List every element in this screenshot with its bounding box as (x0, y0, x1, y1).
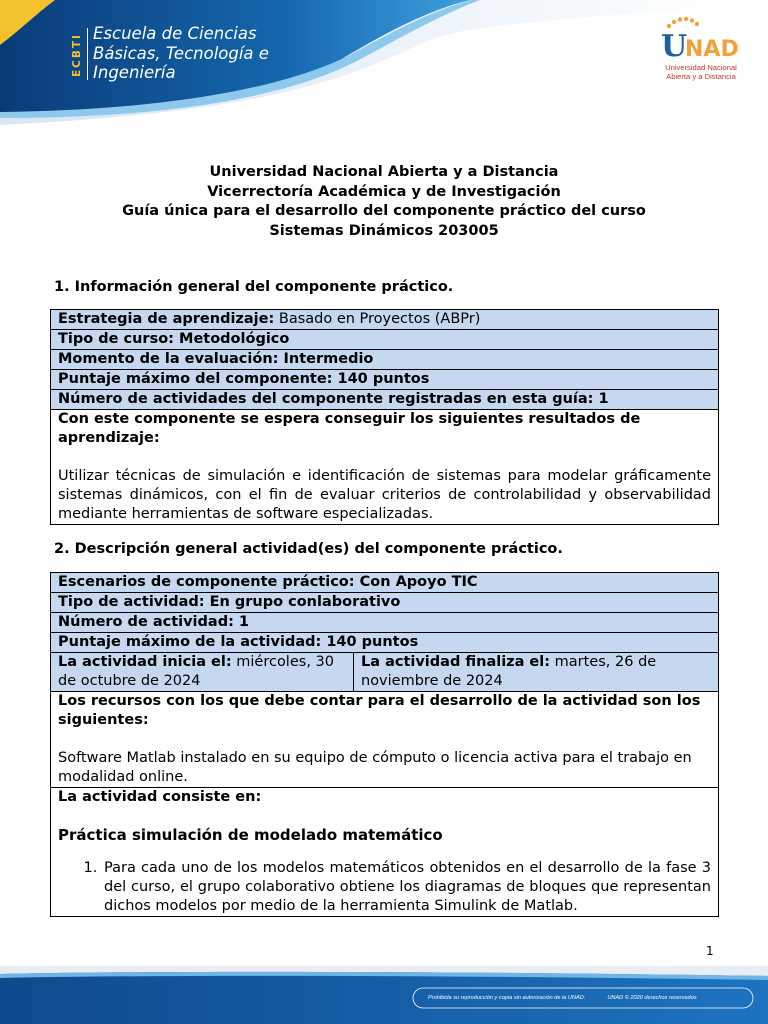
title-line3: Guía única para el desarrollo del componente práctico del curso (122, 203, 646, 219)
general-info-table (50, 309, 719, 525)
school-tag: ECBTI (71, 33, 83, 77)
strategy-value: Basado en Proyectos (ABPr) (274, 311, 481, 327)
resources-cell (51, 692, 719, 788)
table-row (51, 330, 719, 350)
max-score: Puntaje máximo del componente: 140 puntos (51, 370, 719, 390)
resources-text: Software Matlab instalado en su equipo de cómputo o licencia activa para el trabajo en modalidad online. (58, 750, 692, 785)
learning-outcomes-label: Con este componente se espera conseguir los siguientes resultados de aprendizaje: (58, 411, 641, 446)
activity-table (50, 572, 719, 917)
strategy-cell (51, 310, 719, 330)
start-date-cell (51, 653, 354, 692)
resources-label: Los recursos con los que debe contar para el desarrollo de la actividad son los siguientes: (58, 693, 701, 728)
footer-rights: UNAD © 2020 derechos reservados (607, 995, 697, 1001)
table-row (51, 573, 719, 593)
school-name (93, 24, 313, 83)
title-line2: Vicerrectoría Académica y de Investigación (207, 183, 561, 200)
evaluation-moment: Momento de la evaluación: Intermedio (51, 350, 719, 370)
activity-number: Número de actividad: 1 (51, 613, 719, 633)
strategy-label: Estrategia de aprendizaje: (58, 311, 275, 327)
steps-list (58, 859, 711, 916)
table-row (51, 633, 719, 653)
start-date-value: miércoles, 30 de octubre de 2024 (58, 654, 334, 689)
section1-heading: 1. Información general del componente práctico. (54, 279, 454, 295)
scenarios: Escenarios de componente práctico: Con Apoyo TIC (51, 573, 719, 593)
footer-prohibition: Prohibida su reproducción y copia sin autorización de la UNAD. (428, 995, 586, 1001)
practice-title: Práctica simulación de modelado matemático (58, 826, 443, 844)
school-name-line2: Básicas, Tecnología e (93, 43, 269, 63)
table-row (51, 653, 719, 692)
end-date-label: La actividad finaliza el: (361, 654, 551, 670)
svg-text:NAD: NAD (685, 37, 739, 62)
unad-caption-line2: Abierta y a Distancia (666, 72, 736, 81)
table-row (51, 370, 719, 390)
table-row (51, 310, 719, 330)
unad-logo-caption (656, 63, 746, 81)
table-row (51, 410, 719, 525)
school-name-line1: Escuela de Ciencias (93, 24, 257, 43)
title-line4: Sistemas Dinámicos 203005 (269, 222, 499, 239)
learning-outcomes-cell (51, 410, 719, 525)
activity-type: Tipo de actividad: En grupo conlaborativo (51, 593, 719, 613)
section2-heading: 2. Descripción general actividad(es) del componente práctico. (54, 541, 563, 557)
start-date-label: La actividad inicia el: (58, 654, 232, 670)
title-line1: Universidad Nacional Abierta y a Distancia (209, 164, 559, 180)
list-item: 1. Para cada uno de los modelos matemáticos obtenidos en el desarrollo de la fase 3 del curso, el grupo colaborativo obtiene los diagramas de bloques que representan dichos modelos por medio de la herramienta Simulink de Matlab. (102, 859, 711, 916)
unad-caption-line1: Universidad Nacional (665, 63, 737, 72)
table-row (51, 390, 719, 410)
school-name-line3: Ingeniería (93, 63, 176, 82)
table-row (51, 613, 719, 633)
learning-outcomes-text: Utilizar técnicas de simulación e identificación de sistemas para modelar gráficamente sistemas dinámicos, con el fin de evaluar criterios de controlabilidad y observabilidad mediante herramientas de software especializadas. (58, 468, 711, 522)
course-type: Tipo de curso: Metodológico (51, 330, 719, 350)
table-row (51, 593, 719, 613)
activity-max-score: Puntaje máximo de la actividad: 140 puntos (51, 633, 719, 653)
end-date-cell (354, 653, 719, 692)
page-number: 1 (706, 944, 714, 958)
activity-description-cell (51, 788, 719, 917)
footer-notice (412, 988, 752, 1008)
table-row (51, 692, 719, 788)
table-row (51, 788, 719, 917)
table-row (51, 350, 719, 370)
school-divider (87, 28, 88, 80)
activities-count: Número de actividades del componente registradas en esta guía: 1 (51, 390, 719, 410)
svg-text:U: U (661, 29, 688, 64)
activity-consists-label: La actividad consiste en: (58, 789, 262, 805)
document-title (0, 163, 768, 241)
end-date-value: martes, 26 de noviembre de 2024 (361, 654, 657, 689)
